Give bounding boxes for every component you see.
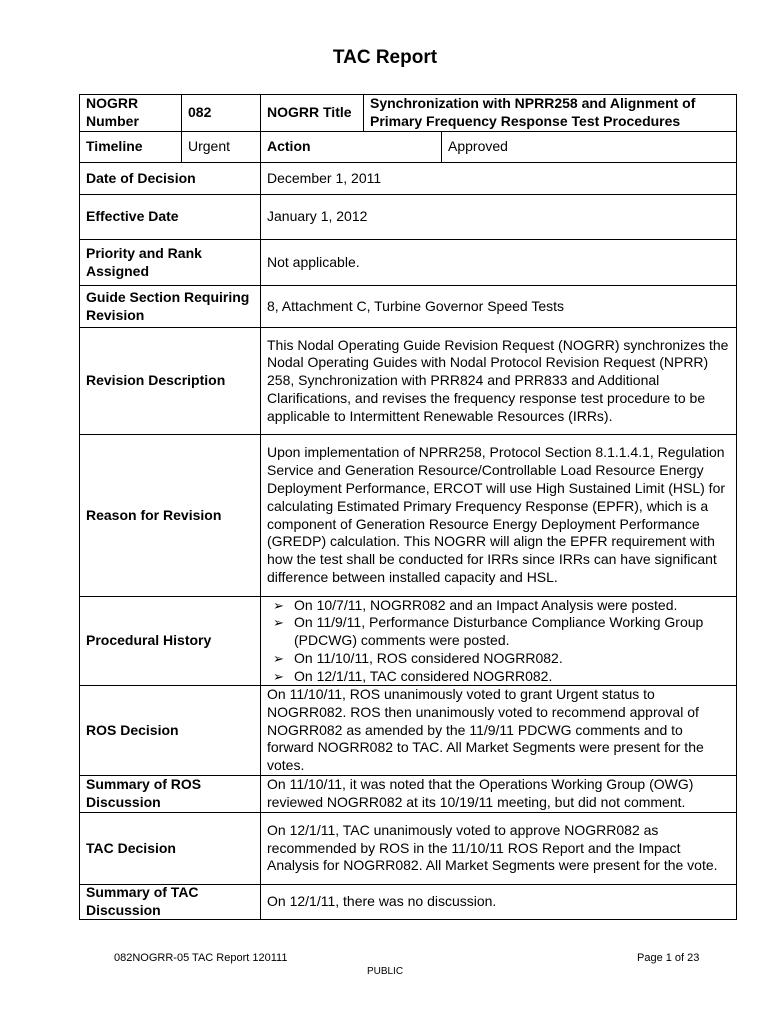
tac-decision-label: TAC Decision bbox=[80, 813, 261, 885]
summary-tac-label: Summary of TAC Discussion bbox=[80, 885, 261, 919]
ros-decision-value: On 11/10/11, ROS unanimously voted to grant Urgent status to NOGRR082. ROS then unanimously voted to recommend approval of NOGRR082 as amended by the 11/9/11 PDCWG comments and to forward NOGRR082 to TAC. All Market Segments were present for the votes. bbox=[261, 686, 736, 776]
footer-document-id: 082NOGRR-05 TAC Report 120111 bbox=[114, 952, 288, 964]
summary-ros-label: Summary of ROS Discussion bbox=[80, 776, 261, 813]
procedural-history-label: Procedural History bbox=[80, 597, 261, 686]
procedural-history-item: ➢ On 12/1/11, TAC considered NOGRR082. bbox=[267, 668, 730, 686]
revision-description-value: This Nodal Operating Guide Revision Request (NOGRR) synchronizes the Nodal Operating Guides with Nodal Protocol Revision Request (NPRR) 258, Synchronization with PRR824 and PRR833 and Additional Clarifications, and revises the frequency response test procedure to be applicable to Intermittent Renewable Resources (IRRs). bbox=[261, 328, 736, 435]
action-value: Approved bbox=[442, 132, 736, 163]
ros-decision-label: ROS Decision bbox=[80, 686, 261, 776]
action-label: Action bbox=[261, 132, 442, 163]
nogrr-number-label: NOGRR Number bbox=[80, 95, 182, 132]
report-table bbox=[79, 94, 737, 920]
reason-for-revision-value: Upon implementation of NPRR258, Protocol Section 8.1.1.4.1, Regulation Service and Generation Resource/Controllable Load Resource Energy Deployment Performance, ERCOT will use High Sustained Limit (HSL) for calculating Estimated Primary Frequency Response (EPFR), which is a component of Generation Resource Energy Deployment Performance (GREDP) calculation. This NOGRR will align the EPFR requirement with how the test shall be conducted for IRRs since IRRs can have significant difference between installed capacity and HSL. bbox=[261, 435, 736, 597]
footer-page-number: Page 1 of 23 bbox=[637, 952, 700, 964]
priority-label: Priority and Rank Assigned bbox=[80, 240, 261, 286]
procedural-history-value bbox=[261, 597, 736, 686]
revision-description-label: Revision Description bbox=[80, 328, 261, 435]
timeline-label: Timeline bbox=[80, 132, 182, 163]
effective-date-label: Effective Date bbox=[80, 195, 261, 240]
procedural-history-item: ➢ On 11/9/11, Performance Disturbance Compliance Working Group (PDCWG) comments were posted. bbox=[267, 614, 730, 650]
summary-ros-value: On 11/10/11, it was noted that the Operations Working Group (OWG) reviewed NOGRR082 at its 10/19/11 meeting, but did not comment. bbox=[261, 776, 736, 813]
report-title: TAC Report bbox=[332, 47, 438, 68]
procedural-history-item: ➢ On 11/10/11, ROS considered NOGRR082. bbox=[267, 650, 730, 668]
date-of-decision-label: Date of Decision bbox=[80, 163, 261, 195]
nogrr-title-label: NOGRR Title bbox=[261, 95, 364, 132]
summary-tac-value: On 12/1/11, there was no discussion. bbox=[267, 893, 497, 910]
nogrr-title-value: Synchronization with NPRR258 and Alignment of Primary Frequency Response Test Procedures bbox=[364, 95, 736, 132]
footer-classification: PUBLIC bbox=[366, 966, 404, 977]
reason-for-revision-label: Reason for Revision bbox=[80, 435, 261, 597]
timeline-value: Urgent bbox=[182, 132, 261, 163]
procedural-history-list bbox=[267, 597, 730, 686]
procedural-history-item: ➢ On 10/7/11, NOGRR082 and an Impact Analysis were posted. bbox=[267, 597, 730, 614]
guide-section-value: 8, Attachment C, Turbine Governor Speed Tests bbox=[261, 286, 736, 328]
priority-value: Not applicable. bbox=[261, 240, 736, 286]
date-of-decision-value: December 1, 2011 bbox=[261, 163, 736, 195]
tac-decision-value: On 12/1/11, TAC unanimously voted to approve NOGRR082 as recommended by ROS in the 11/10/11 ROS Report and the Impact Analysis for NOGRR082. All Market Segments were present for the vote. bbox=[261, 813, 736, 885]
effective-date-value: January 1, 2012 bbox=[261, 195, 736, 240]
nogrr-number-value: 082 bbox=[182, 95, 261, 132]
guide-section-label: Guide Section Requiring Revision bbox=[80, 286, 261, 328]
